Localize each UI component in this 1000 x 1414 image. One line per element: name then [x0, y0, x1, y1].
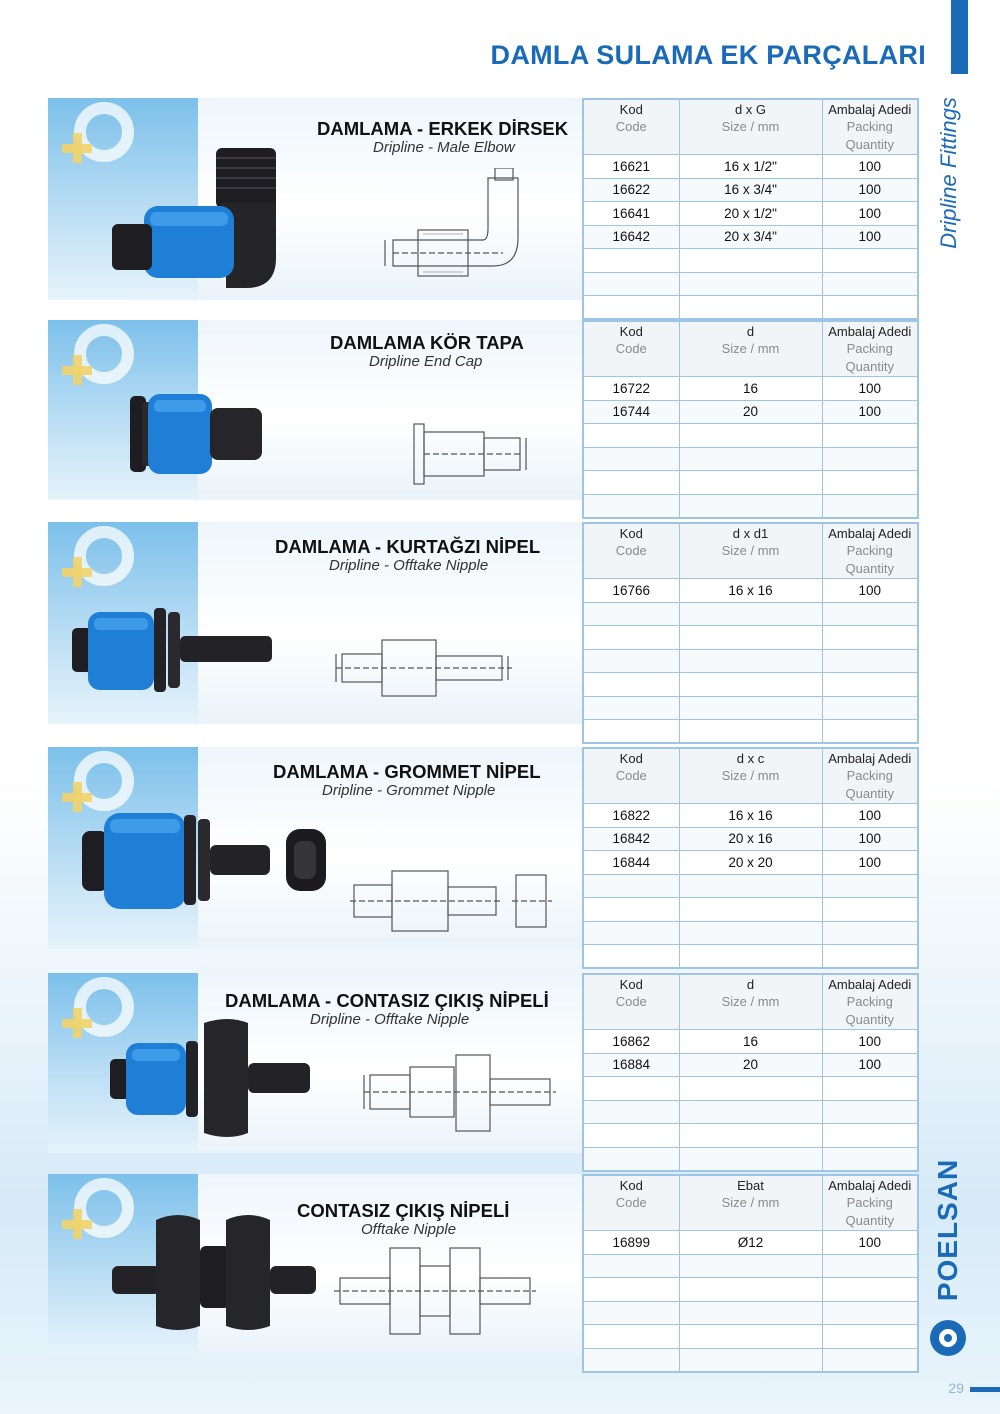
- table-row: [583, 1147, 918, 1171]
- cell-qty: 100: [822, 178, 918, 202]
- table-row: [583, 921, 918, 945]
- product-title: CONTASIZ ÇIKIŞ NİPELİ: [297, 1200, 510, 1221]
- table-row: [583, 1053, 918, 1077]
- product-title: DAMLAMA - GROMMET NİPEL: [273, 761, 541, 782]
- page-title: DAMLA SULAMA EK PARÇALARI: [490, 40, 926, 70]
- cell-code: [583, 494, 679, 518]
- table-row: [583, 1077, 918, 1101]
- bottom-accent-bar: [970, 1387, 1000, 1392]
- table-row: [583, 1124, 918, 1148]
- cell-code: [583, 1348, 679, 1372]
- table-row: [583, 1231, 918, 1255]
- header-qty: Ambalaj Adedi Packing Quantity: [822, 523, 918, 579]
- header-qty: Ambalaj Adedi Packing Quantity: [822, 748, 918, 804]
- cell-size: [679, 1325, 822, 1349]
- product-card: [48, 522, 582, 724]
- cell-size: 16: [679, 1030, 822, 1054]
- cell-qty: [822, 696, 918, 720]
- cell-size: [679, 921, 822, 945]
- header-size: Ebat Size / mm: [679, 1175, 822, 1231]
- table-header-row: [583, 974, 918, 1030]
- cell-size: [679, 494, 822, 518]
- table-row: [583, 1348, 918, 1372]
- product-card: [48, 320, 582, 500]
- cell-qty: [822, 272, 918, 296]
- table-row: [583, 471, 918, 495]
- cell-qty: [822, 649, 918, 673]
- cell-size: [679, 696, 822, 720]
- header-code: Kod Code: [583, 1175, 679, 1231]
- cell-code: 16884: [583, 1053, 679, 1077]
- dripline-offtake-nipple-photo: [108, 1013, 318, 1143]
- cell-size: [679, 447, 822, 471]
- table-row: [583, 874, 918, 898]
- offtake-nipple-no-gasket-photo: [110, 1210, 320, 1330]
- table-row: [583, 696, 918, 720]
- table-row: [583, 720, 918, 744]
- table-header-row: [583, 99, 918, 155]
- cell-size: [679, 424, 822, 448]
- table-header-row: [583, 748, 918, 804]
- cell-qty: [822, 921, 918, 945]
- cell-size: [679, 1301, 822, 1325]
- header-size: d Size / mm: [679, 974, 822, 1030]
- product-title: DAMLAMA - KURTAĞZI NİPEL: [275, 536, 541, 557]
- cell-qty: 100: [822, 579, 918, 603]
- cell-size: 20 x 1/2": [679, 202, 822, 226]
- cell-code: [583, 1147, 679, 1171]
- table-row: [583, 851, 918, 875]
- header-qty: Ambalaj Adedi Packing Quantity: [822, 321, 918, 377]
- product-section-end-cap: [48, 320, 918, 500]
- top-accent-bar: [951, 0, 968, 74]
- cell-size: [679, 720, 822, 744]
- cell-qty: [822, 447, 918, 471]
- side-label: [934, 95, 964, 250]
- cell-qty: [822, 1301, 918, 1325]
- cell-qty: 100: [822, 377, 918, 401]
- cell-qty: 100: [822, 155, 918, 179]
- cell-size: [679, 1278, 822, 1302]
- product-card: [48, 98, 582, 300]
- end-cap-technical-drawing: [410, 420, 530, 490]
- cell-code: [583, 602, 679, 626]
- cell-code: [583, 272, 679, 296]
- table-row: [583, 447, 918, 471]
- cell-code: [583, 1278, 679, 1302]
- cell-code: 16862: [583, 1030, 679, 1054]
- cell-qty: [822, 1254, 918, 1278]
- cell-code: [583, 626, 679, 650]
- cell-code: 16899: [583, 1231, 679, 1255]
- cell-qty: 100: [822, 851, 918, 875]
- table-row: [583, 249, 918, 273]
- spec-table: [582, 98, 919, 320]
- table-row: [583, 377, 918, 401]
- product-section-offtake-nipple-no-gasket: [48, 1174, 918, 1354]
- cell-qty: [822, 494, 918, 518]
- table-row: [583, 1030, 918, 1054]
- cell-size: 16 x 3/4": [679, 178, 822, 202]
- cell-size: [679, 1077, 822, 1101]
- offtake-nipple-technical-drawing: [332, 634, 522, 699]
- header-size: d x G Size / mm: [679, 99, 822, 155]
- cell-qty: 100: [822, 827, 918, 851]
- product-subtitle: Dripline End Cap: [369, 353, 483, 370]
- cell-size: [679, 1124, 822, 1148]
- brand-block: [926, 1160, 970, 1360]
- table-row: [583, 202, 918, 226]
- header-code: Kod Code: [583, 748, 679, 804]
- table-row: [583, 400, 918, 424]
- product-card: [48, 747, 582, 949]
- table-row: [583, 827, 918, 851]
- cell-qty: [822, 471, 918, 495]
- cell-qty: [822, 602, 918, 626]
- product-card: [48, 973, 582, 1153]
- cell-size: [679, 249, 822, 273]
- grommet-nipple-technical-drawing: [348, 867, 568, 937]
- table-header-row: [583, 321, 918, 377]
- product-title: DAMLAMA KÖR TAPA: [330, 332, 524, 353]
- cell-size: 20 x 20: [679, 851, 822, 875]
- cell-qty: [822, 626, 918, 650]
- cell-qty: [822, 1100, 918, 1124]
- cell-code: [583, 945, 679, 969]
- cell-code: [583, 921, 679, 945]
- cell-qty: 100: [822, 225, 918, 249]
- cell-code: [583, 471, 679, 495]
- product-section-offtake-nipple: [48, 522, 918, 724]
- spec-table: [582, 973, 919, 1172]
- cell-size: [679, 626, 822, 650]
- header-code: Kod Code: [583, 99, 679, 155]
- cell-qty: [822, 945, 918, 969]
- cell-size: [679, 874, 822, 898]
- cell-size: [679, 898, 822, 922]
- cell-size: Ø12: [679, 1231, 822, 1255]
- cell-code: [583, 1124, 679, 1148]
- grommet-nipple-photo: [80, 805, 340, 915]
- cell-code: [583, 1325, 679, 1349]
- table-row: [583, 602, 918, 626]
- table-row: [583, 649, 918, 673]
- product-card: [48, 1174, 582, 1354]
- header-size: d x c Size / mm: [679, 748, 822, 804]
- table-header-row: [583, 1175, 918, 1231]
- male-elbow-technical-drawing: [383, 168, 533, 280]
- cell-qty: [822, 1077, 918, 1101]
- cell-size: 20: [679, 400, 822, 424]
- table-row: [583, 296, 918, 320]
- cell-qty: [822, 249, 918, 273]
- cell-size: 16 x 1/2": [679, 155, 822, 179]
- cell-code: [583, 1077, 679, 1101]
- table-row: [583, 673, 918, 697]
- cell-size: [679, 471, 822, 495]
- cell-qty: 100: [822, 1231, 918, 1255]
- cell-qty: [822, 296, 918, 320]
- cell-size: 20 x 16: [679, 827, 822, 851]
- cell-size: [679, 1348, 822, 1372]
- table-row: [583, 1278, 918, 1302]
- cell-size: [679, 1100, 822, 1124]
- spec-table: [582, 747, 919, 969]
- cell-qty: [822, 1147, 918, 1171]
- spec-table: [582, 320, 919, 519]
- product-section-dripline-offtake-nipple: [48, 973, 918, 1153]
- cell-size: [679, 1147, 822, 1171]
- header-code: Kod Code: [583, 321, 679, 377]
- cell-qty: [822, 673, 918, 697]
- cell-code: 16622: [583, 178, 679, 202]
- table-row: [583, 225, 918, 249]
- cell-code: [583, 874, 679, 898]
- table-row: [583, 804, 918, 828]
- table-row: [583, 945, 918, 969]
- cell-code: [583, 720, 679, 744]
- table-row: [583, 1325, 918, 1349]
- cell-size: [679, 602, 822, 626]
- product-section-grommet-nipple: [48, 747, 918, 949]
- cell-code: [583, 898, 679, 922]
- cell-qty: [822, 1278, 918, 1302]
- cell-code: 16822: [583, 804, 679, 828]
- side-label-text: Dripline Fittings: [936, 96, 961, 249]
- male-elbow-photo: [106, 128, 296, 298]
- header-qty: Ambalaj Adedi Packing Quantity: [822, 1175, 918, 1231]
- cell-size: [679, 272, 822, 296]
- brand-name: POELSAN: [932, 1158, 963, 1302]
- cell-qty: [822, 1348, 918, 1372]
- poelsan-watermark-icon: [62, 526, 134, 606]
- cell-code: [583, 649, 679, 673]
- cell-qty: [822, 874, 918, 898]
- cell-code: 16766: [583, 579, 679, 603]
- cell-code: [583, 1301, 679, 1325]
- header-qty: Ambalaj Adedi Packing Quantity: [822, 974, 918, 1030]
- cell-code: [583, 673, 679, 697]
- cell-size: [679, 296, 822, 320]
- cell-size: 16 x 16: [679, 804, 822, 828]
- poelsan-watermark-icon: [62, 324, 134, 404]
- product-section-male-elbow: [48, 98, 918, 300]
- product-title: DAMLAMA - ERKEK DİRSEK: [317, 118, 569, 139]
- dripline-offtake-nipple-technical-drawing: [360, 1053, 560, 1133]
- product-subtitle: Offtake Nipple: [361, 1221, 457, 1238]
- spec-table: [582, 522, 919, 744]
- cell-size: [679, 945, 822, 969]
- cell-code: [583, 249, 679, 273]
- cell-qty: 100: [822, 1030, 918, 1054]
- cell-qty: [822, 1325, 918, 1349]
- cell-code: [583, 696, 679, 720]
- cell-qty: [822, 1124, 918, 1148]
- product-title: DAMLAMA - CONTASIZ ÇIKIŞ NİPELİ: [225, 990, 549, 1011]
- poelsan-logo-icon: [930, 1320, 966, 1356]
- product-subtitle: Dripline - Offtake Nipple: [310, 1011, 470, 1028]
- end-cap-photo: [128, 386, 278, 486]
- header-code: Kod Code: [583, 523, 679, 579]
- cell-qty: [822, 720, 918, 744]
- header-size: d Size / mm: [679, 321, 822, 377]
- table-row: [583, 272, 918, 296]
- offtake-nipple-photo: [70, 602, 280, 702]
- table-row: [583, 1100, 918, 1124]
- table-row: [583, 626, 918, 650]
- cell-code: 16641: [583, 202, 679, 226]
- cell-size: [679, 649, 822, 673]
- table-row: [583, 424, 918, 448]
- cell-qty: 100: [822, 400, 918, 424]
- table-row: [583, 155, 918, 179]
- table-header-row: [583, 523, 918, 579]
- table-row: [583, 494, 918, 518]
- table-row: [583, 1301, 918, 1325]
- cell-qty: 100: [822, 804, 918, 828]
- cell-size: 16: [679, 377, 822, 401]
- cell-size: 20 x 3/4": [679, 225, 822, 249]
- page-number: 29: [948, 1380, 964, 1396]
- header-qty: Ambalaj Adedi Packing Quantity: [822, 99, 918, 155]
- cell-qty: [822, 424, 918, 448]
- cell-code: 16844: [583, 851, 679, 875]
- cell-code: [583, 424, 679, 448]
- cell-size: 20: [679, 1053, 822, 1077]
- cell-code: 16722: [583, 377, 679, 401]
- cell-qty: 100: [822, 1053, 918, 1077]
- table-row: [583, 579, 918, 603]
- cell-qty: 100: [822, 202, 918, 226]
- product-subtitle: Dripline - Grommet Nipple: [322, 782, 496, 799]
- cell-code: [583, 1100, 679, 1124]
- cell-code: [583, 1254, 679, 1278]
- cell-code: [583, 296, 679, 320]
- cell-code: 16744: [583, 400, 679, 424]
- cell-size: [679, 673, 822, 697]
- offtake-nipple-no-gasket-technical-drawing: [330, 1244, 540, 1339]
- product-subtitle: Dripline - Offtake Nipple: [329, 557, 489, 574]
- spec-table: [582, 1174, 919, 1373]
- cell-size: 16 x 16: [679, 579, 822, 603]
- header-code: Kod Code: [583, 974, 679, 1030]
- cell-qty: [822, 898, 918, 922]
- cell-size: [679, 1254, 822, 1278]
- table-row: [583, 178, 918, 202]
- table-row: [583, 898, 918, 922]
- cell-code: 16642: [583, 225, 679, 249]
- product-subtitle: Dripline - Male Elbow: [373, 139, 515, 156]
- header-size: d x d1 Size / mm: [679, 523, 822, 579]
- cell-code: 16621: [583, 155, 679, 179]
- cell-code: [583, 447, 679, 471]
- cell-code: 16842: [583, 827, 679, 851]
- table-row: [583, 1254, 918, 1278]
